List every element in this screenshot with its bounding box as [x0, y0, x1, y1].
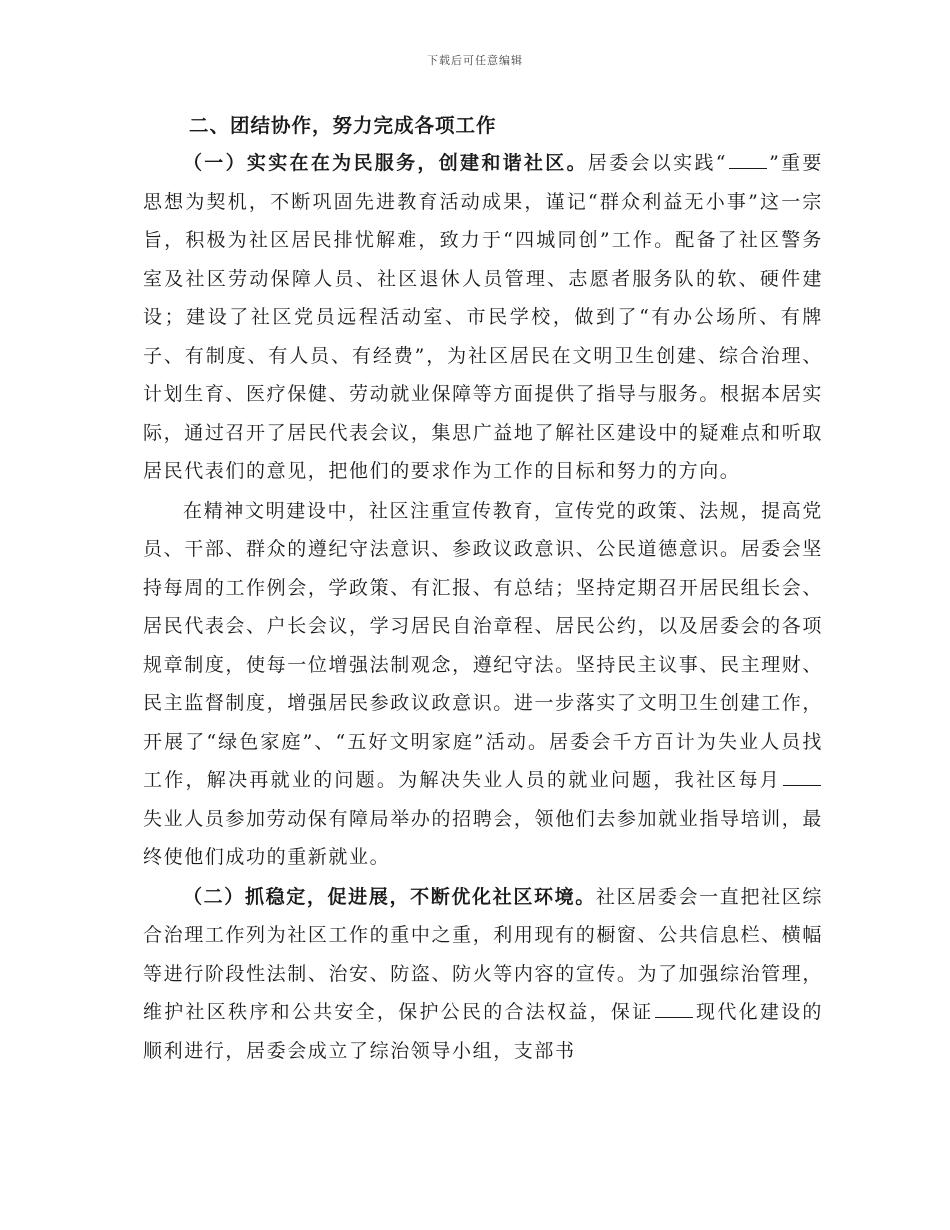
paragraph-3-text-b: 现代化建设的顺利进行，居委会成立了综治领导小组，支部书 [143, 1001, 823, 1062]
paragraph-1-text-b: ”重要思想为契机，不断巩固先进教育活动成果，谨记“群众利益无小事”这一宗旨，积极为社区居民排忧解难，致力于“四城同创”工作。配备了社区警务室及社区劳动保障人员、社区退休人员管理、志愿者服务队的软、硬件建设；建设了社区党员远程活动室、市民学校，做到了“有办公场所、有牌子、有制度、有人员、有经费”，为社区居民在文明卫生创建、综合治理、计划生育、医疗保健、劳动就业保障等方面提供了指导与服务。根据本居实际，通过召开了居民代表会议，集思广益地了解社区建设中的疑难点和听取居民代表们的意见，把他们的要求作为工作的目标和努力的方向。 [143, 152, 823, 482]
fill-blank [729, 167, 767, 169]
paragraph-1-text-a: 居委会以实践“ [587, 152, 728, 174]
paragraph-1 [143, 144, 823, 491]
paragraph-3 [143, 878, 823, 1071]
fill-blank [655, 1016, 693, 1018]
paragraph-3-text-a: 社区居委会一直把社区综合治理工作列为社区工作的重中之重，利用现有的橱窗、公共信息栏、横幅等进行阶段性法制、治安、防盗、防火等内容的宣传。为了加强综治管理，维护社区秩序和公共安全，保护公民的合法权益，保证 [143, 885, 823, 1023]
paragraph-2-text-a: 在精神文明建设中，社区注重宣传教育，宣传党的政策、法规，提高党员、干部、群众的遵纪守法意识、参政议政意识、公民道德意识。居委会坚持每周的工作例会，学政策、有汇报、有总结；坚持定期召开居民组长会、居民代表会、户长会议，学习居民自治章程、居民公约，以及居委会的各项规章制度，使每一位增强法制观念，遵纪守法。坚持民主议事、民主理财、民主监督制度，增强居民参政议政意识。进一步落实了文明卫生创建工作，开展了“绿色家庭”、“五好文明家庭”活动。居委会千方百计为失业人员找工作，解决再就业的问题。为解决失业人员的就业问题，我社区每月 [143, 499, 823, 791]
paragraph-2 [143, 492, 823, 877]
fill-blank [783, 784, 821, 786]
paragraph-3-lead: （二）抓稳定，促进展，不断优化社区环境。 [183, 885, 596, 908]
paragraph-2-text-b: 失业人员参加劳动保有障局举办的招聘会，领他们去参加就业指导培训，最终使他们成功的重新就业。 [143, 807, 823, 868]
section-title: 二、团结协作，努力完成各项工作 [189, 114, 497, 137]
page-header-note: 下载后可任意编辑 [427, 54, 523, 67]
paragraph-1-lead: （一）实实在在为民服务，创建和谐社区。 [183, 152, 588, 174]
document-body [143, 107, 823, 1070]
